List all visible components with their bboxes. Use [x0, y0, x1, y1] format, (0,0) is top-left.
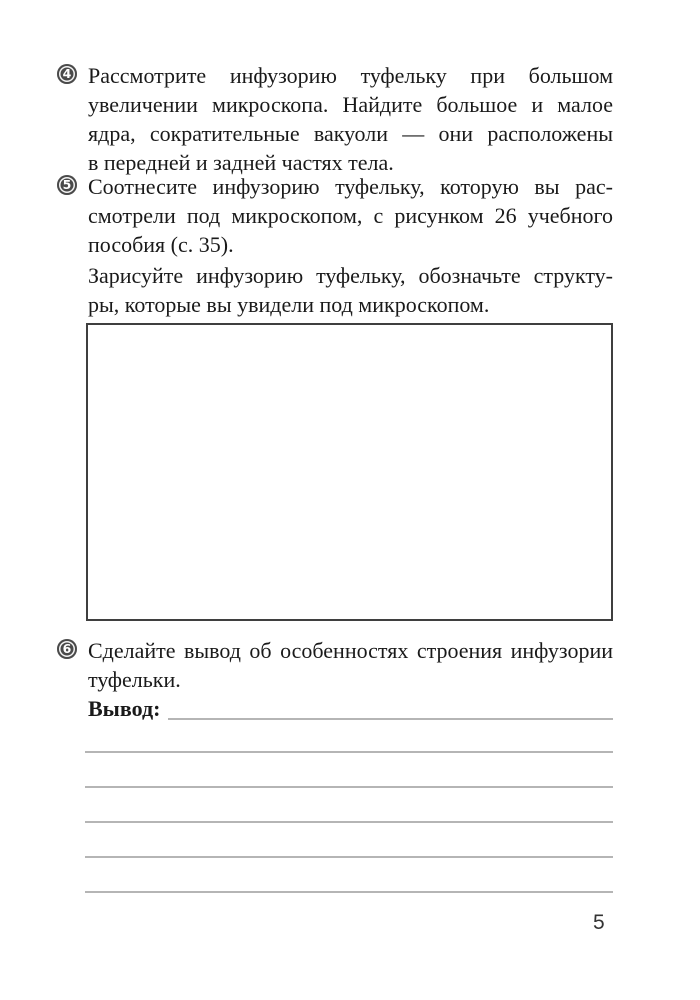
task-text-line: пособия (с. 35). — [88, 232, 234, 257]
task-text-line: смотрели под микроскопом, с рисунком 26 учебного — [88, 203, 613, 228]
task-text-line: Соотнесите инфузорию туфельку, которую вы рас- — [88, 174, 613, 199]
task-text-line: Зарисуйте инфузорию туфельку, обозначьте структу- — [88, 263, 613, 288]
conclusion-answer-line[interactable] — [168, 718, 613, 720]
answer-line[interactable] — [85, 821, 613, 823]
task-4-text — [88, 61, 613, 177]
task-6-text — [88, 636, 613, 694]
task-text-line: ры, которые вы увидели под микроскопом. — [88, 292, 490, 317]
conclusion-row — [88, 695, 613, 722]
task-text-line: Рассмотрите инфузорию туфельку при большом — [88, 63, 613, 88]
task-number-badge-4: 4 — [57, 64, 77, 84]
answer-line[interactable] — [85, 856, 613, 858]
answer-line[interactable] — [85, 786, 613, 788]
task-text-line: в передней и задней частях тела. — [88, 150, 394, 175]
task-item-5 — [57, 172, 613, 319]
task-5-text — [88, 172, 613, 319]
task-item-6 — [57, 636, 613, 694]
conclusion-label: Вывод: — [88, 696, 161, 721]
answer-line[interactable] — [85, 891, 613, 893]
task-item-4 — [57, 61, 613, 177]
task-text-line: туфельки. — [88, 667, 181, 692]
task-text-line: увеличении микроскопа. Найдите большое и малое — [88, 92, 613, 117]
task-text-line: ядра, сократительные вакуоли — они расположены — [88, 121, 613, 146]
task-number-badge-5: 5 — [57, 175, 77, 195]
task-text-line: Сделайте вывод об особенностях строения инфузории — [88, 638, 613, 663]
page-number: 5 — [593, 911, 605, 934]
answer-line[interactable] — [85, 751, 613, 753]
drawing-area[interactable] — [86, 323, 613, 621]
task-number-badge-6: 6 — [57, 639, 77, 659]
